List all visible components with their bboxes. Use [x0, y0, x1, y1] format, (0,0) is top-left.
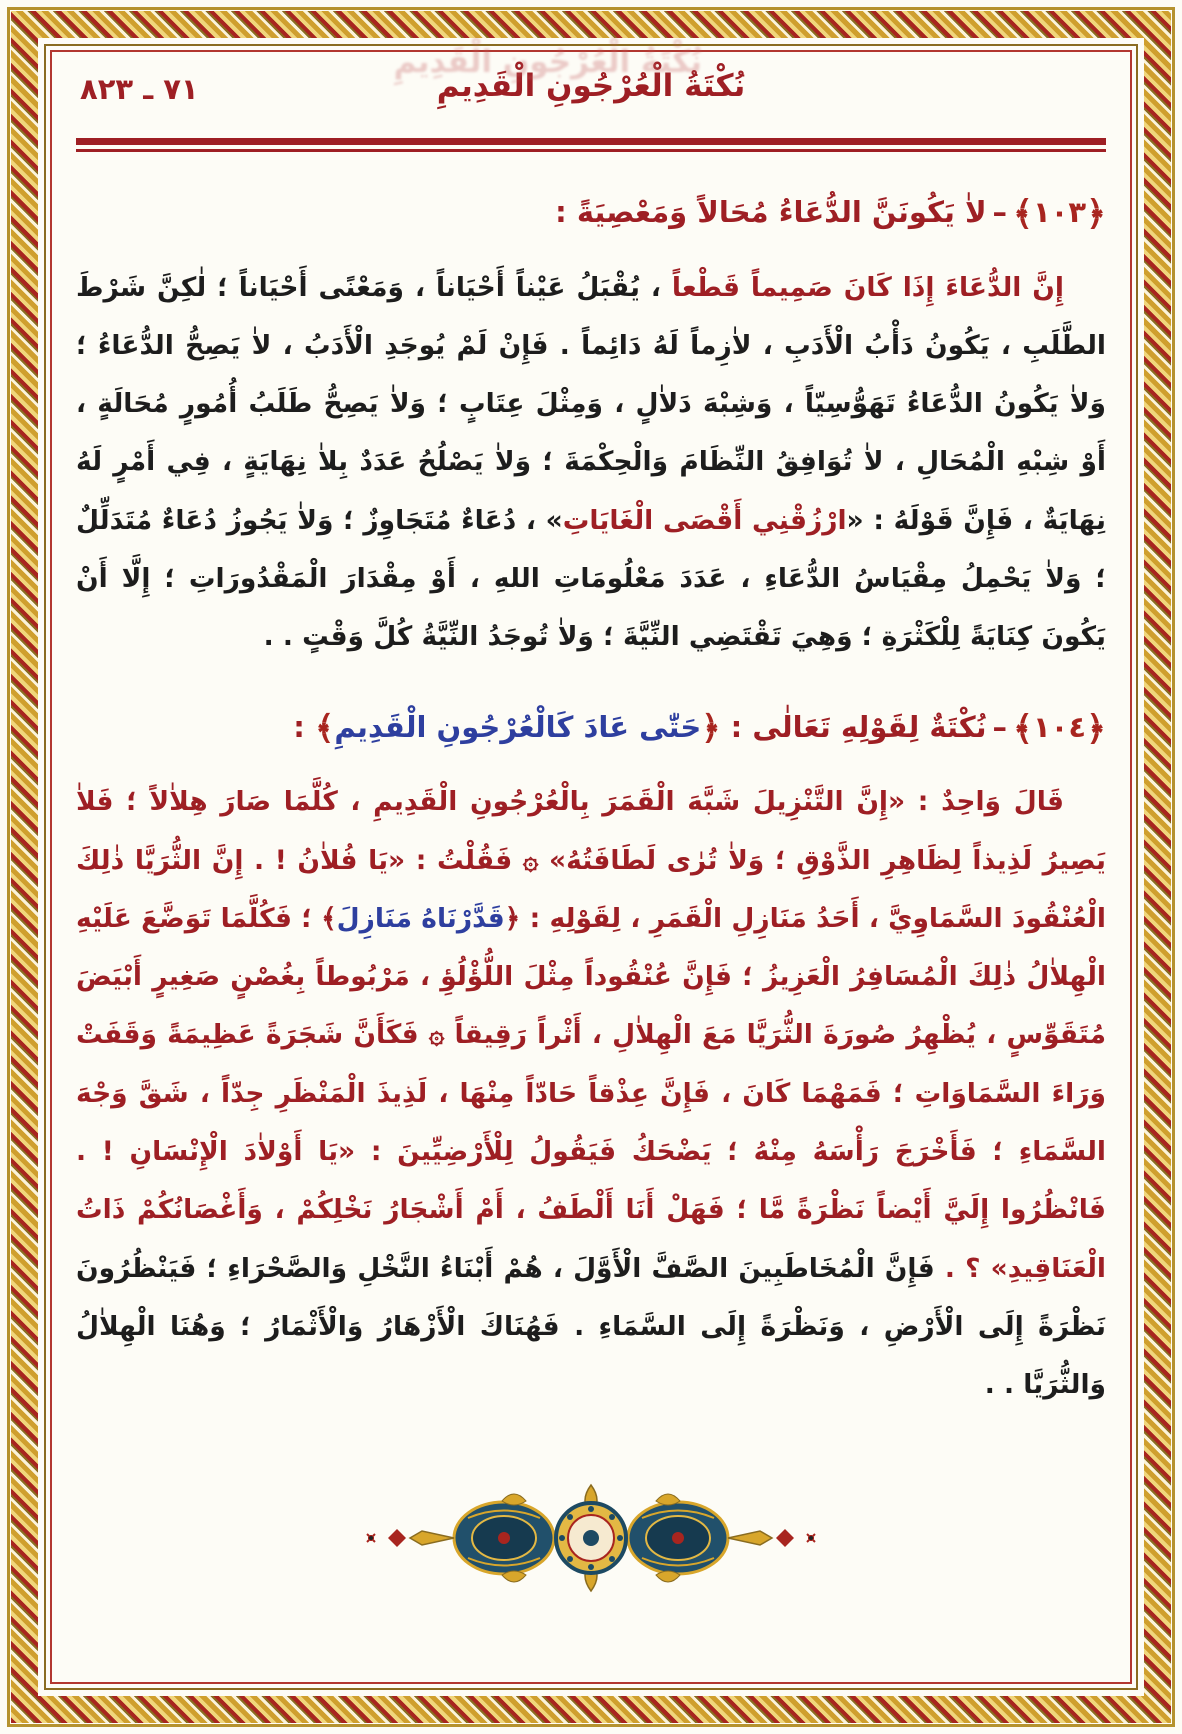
page-header — [76, 44, 1106, 122]
quran-bracket-close: ﴾ — [314, 707, 335, 747]
text-segment: فَإِنَّ الْمُخَاطَبِينَ الصَّفَّ الْأَوَّلَ ، هُمْ أَبْنَاءُ النَّخْلِ وَالصَّحْرَاءِ ؛ فَيَنْظُرُونَ نَظْرَةً إِلَى الْأَرْضِ ، وَنَظْرَةً إِلَى السَّمَاءِ . فَهُنَاكَ الْأَزْهَارُ وَالْأَثْمَارُ ؛ وَهُنَا الْهِلاٰلُ وَالثُّرَيَّا . . — [76, 1252, 1106, 1401]
title-print-ghost: نُكْتَةُ الْعُرْجُونِ الْقَدِيمِ — [393, 44, 703, 80]
heading-dash: – — [992, 195, 1008, 229]
heading-text: لاٰ يَكُونَنَّ الدُّعَاءُ مُحَالاً وَمَعْصِيَةً : — [555, 195, 987, 229]
section-103-heading — [76, 182, 1106, 247]
section-number-badge — [1013, 708, 1106, 749]
section-number: ١٠٣ — [1032, 195, 1087, 229]
section-number: ١٠٤ — [1032, 709, 1087, 744]
section-104-paragraph — [76, 773, 1106, 1414]
section-number-badge — [1013, 194, 1106, 234]
page-title: نُكْتَةُ الْعُرْجُونِ الْقَدِيمِ — [436, 68, 746, 104]
ornament-finial — [728, 1531, 772, 1545]
ornate-bracket-close: ﴾ — [1013, 708, 1033, 749]
quoted-phrase: ارْزُقْنِي أَقْصَى الْغَايَاتِ — [562, 504, 847, 536]
divider-thin-line — [76, 149, 1106, 152]
page-numbers: ٧١ ـ ٨٢٣ — [80, 72, 199, 106]
tailpiece-container — [76, 1463, 1106, 1617]
ornament-center-medallion — [556, 1485, 626, 1591]
text-segment: ﴾ ؛ فَكُلَّمَا تَوَضَّعَ عَلَيْهِ الْهِلاٰلُ ذٰلِكَ الْمُسَافِرُ الْعَزِيزُ ؛ فَإِنَّ عُنْقُوداً مِثْلَ اللُّؤْلُؤِ ، مَرْبُوطاً بِغُصْنٍ صَغِيرٍ أَبْيَضَ مُتَقَوِّسٍ ، يُظْهِرُ صُورَةَ الثُّرَيَّا مَعَ الْهِلاٰلِ ، أَثْراً رَقِيقاً ۞ فَكَأَنَّ شَجَرَةً عَظِيمَةً وَقَفَتْ وَرَاءَ السَّمَاوَاتِ ؛ فَمَهْمَا كَانَ ، فَإِنَّ عِذْقاً حَادّاً مِنْهَا ، لَذِيذَ الْمَنْظَرِ جِدّاً ، شَقَّ وَجْهَ السَّمَاءِ ؛ فَأَخْرَجَ رَأْسَهُ مِنْهُ ؛ يَضْحَكُ فَيَقُولُ لِلْأَرْضِيِّينَ : «يَا أَوْلاٰدَ الْإِنْسَانِ ! . فَانْظُرُوا إِلَيَّ أَيْضاً نَظْرَةً مَّا ؛ فَهَلْ أَنَا أَلْطَفُ ، أَمْ أَشْجَارُ نَخْلِكُمْ ، وَأَغْصَانُكُمْ ذَاتُ الْعَنَاقِيدِ» ؟ . — [76, 902, 1106, 1284]
ornate-bracket-open: ﴿ — [1086, 194, 1106, 234]
text-segment: قَالَ وَاحِدٌ : «إِنَّ التَّنْزِيلَ شَبَّهَ الْقَمَرَ بِالْعُرْجُونِ الْقَدِيمِ ، كُلَّمَا صَارَ هِلاٰلاً ؛ فَلاٰ يَصِيرُ لَذِيذاً لِظَاهِرِ الذَّوْقِ ؛ وَلاٰ تُرٰى لَطَافَتُهُ» ۞ فَقُلْتُ : «يَا فُلاٰنُ ! . إِنَّ الثُّرَيَّا ذٰلِكَ الْعُنْقُودَ السَّمَاوِيَّ ، أَحَدُ مَنَازِلِ الْقَمَرِ ، لِقَوْلِهِ : ﴿ — [76, 786, 1107, 934]
ornament-star — [807, 1534, 815, 1542]
ornament-fan-dot — [672, 1532, 684, 1544]
heading-text: نُكْتَةٌ لِقَوْلِهِ تَعَالٰى : — [720, 709, 987, 744]
ornament-red-diamond — [776, 1529, 794, 1547]
section-104-heading — [76, 697, 1106, 762]
section-103-paragraph — [76, 259, 1106, 667]
header-divider — [76, 138, 1106, 152]
divider-thick-line — [76, 138, 1106, 145]
quran-verse: حَتّٰى عَادَ كَالْعُرْجُونِ الْقَدِيمِ — [334, 709, 702, 744]
arabesque-tailpiece-ornament — [356, 1463, 826, 1613]
section-103 — [76, 182, 1106, 667]
ornate-bracket-open: ﴿ — [1086, 708, 1106, 749]
quran-bracket-open: ﴿ — [701, 707, 721, 747]
text-segment: ، يُقْبَلُ عَيْناً أَحْيَاناً ، وَمَعْنًى أَحْيَاناً ؛ لٰكِنَّ شَرْطَ الطَّلَبِ ، يَكُونُ دَأْبُ الْأَدَبِ ، لاٰزِماً لَهُ دَائِماً . فَإِنْ لَمْ يُوجَدِ الْأَدَبُ ، لاٰ يَصِحُّ الدُّعَاءُ ؛ وَلاٰ يَكُونُ الدُّعَاءُ تَهَوُّسِيّاً ، وَشِبْهَ دَلاٰلٍ ، وَمِثْلَ عِتَابٍ ؛ وَلاٰ يَصِحُّ طَلَبُ أُمُورٍ مُحَالَةٍ ، أَوْ شِبْهِ الْمُحَالِ ، لاٰ تُوَافِقُ النِّظَامَ وَالْحِكْمَةَ ؛ وَلاٰ يَصْلُحُ عَدَدٌ بِلاٰ نِهَايَةٍ ، فِي أَمْرٍ لَهُ نِهَايَةٌ ، فَإِنَّ قَوْلَهُ : « — [76, 271, 1106, 536]
section-104 — [76, 697, 1106, 1415]
quran-quote: قَدَّرْنَاهُ مَنَازِلَ — [336, 902, 505, 934]
page-content — [76, 44, 1107, 1676]
text-segment: » ، دُعَاءٌ مُتَجَاوِزٌ ؛ وَلاٰ يَجُوزُ دُعَاءٌ مُتَدَلِّلٌ ؛ وَلاٰ يَحْمِلُ مِقْيَاسُ الدُّعَاءِ ، عَدَدَ مَعْلُومَاتِ اللهِ ، أَوْ مِقْدَارَ الْمَقْدُورَاتِ ؛ إِلَّا أَنْ يَكُونَ كِنَايَةً لِلْكَثْرَةِ ؛ وَهِيَ تَقْتَضِي النِّيَّةَ ؛ وَلاٰ تُوجَدُ النِّيَّةُ كُلَّ وَقْتٍ . . — [76, 504, 1106, 653]
ornate-bracket-close: ﴾ — [1013, 194, 1033, 234]
ornament-fan-crown — [656, 1494, 680, 1505]
heading-text: : — [293, 709, 315, 744]
title-wrap — [76, 44, 1106, 104]
text-segment: إِنَّ الدُّعَاءَ إِذَا كَانَ صَمِيماً قَطْعاً — [671, 271, 1064, 303]
heading-dash: – — [992, 709, 1008, 744]
